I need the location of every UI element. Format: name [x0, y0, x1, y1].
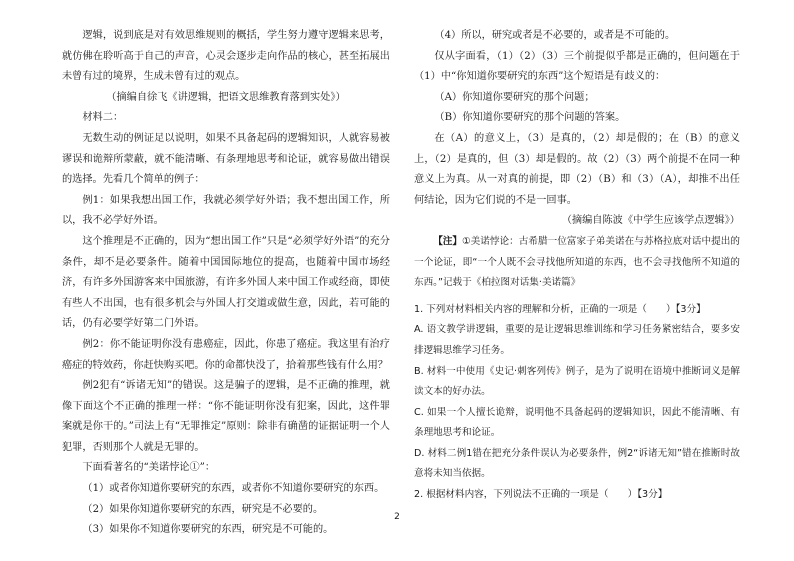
section-heading: 材料二： [82, 112, 124, 124]
option-a: A. 语文教学讲逻辑，重要的是让逻辑思维训练和学习任务紧密结合，要多安排逻辑思维学习任务。 [414, 324, 740, 356]
paragraph: 这个推理是不正确的，因为“想出国工作”只是“必须学好外语”的充分条件，却不是必要条件。随着中国国际地位的提高，也随着中国市场经济，有许多外国游客来中国旅游，有许多外国人来中国工作或经商，即使有些人不出国，也有很多机会与外国人打交道或做生意，因此，若可能的话，仍有必要学好第二门外语。 [62, 235, 390, 330]
paragraph: 逻辑，说到底是对有效思维规则的概括，学生努力遵守逻辑来思考，就仿佛在聆听高于自己的声音，心灵会逐步走向作品的核心，甚至拓展出未曾有过的境界，生成未曾有过的观点。 [62, 30, 390, 83]
paragraph: 下面看著名的“美诺悖论①”： [82, 462, 216, 474]
example-1: 例1：如果我想出国工作，我就必须学好外语；我不想出国工作，所以，我不必学好外语。 [62, 194, 390, 227]
option-d: D. 材料二例1错在把充分条件误认为必要条件，例2“诉诸无知”错在推断时故意将未知当依据。 [414, 447, 740, 480]
source-citation: （摘编自徐飞《讲逻辑，把语文思维教育落到实处》） [106, 91, 346, 103]
paragraph: 无数生动的例证足以说明，如果不具备起码的逻辑知识，人就容易被谬误和诡辩所蒙蔽，就不能清晰、有条理地思考和论证，就容易做出错误的选择。先看几个简单的例子： [62, 132, 390, 186]
left-column [62, 26, 390, 541]
premise-1: （1）或者你知道你要研究的东西，或者你不知道你要研究的东西。 [82, 483, 385, 495]
meaning-a: （A）你知道你要研究的那个问题； [434, 91, 595, 103]
paragraph: 仅从字面看，（1）（2）（3）三个前提似乎都是正确的，但问题在于（1）中“你知道你要研究的东西”这个短语是有歧义的： [414, 50, 740, 83]
footnote-text: ①美诺悖论：古希腊一位富家子弟美诺在与苏格拉底对话中提出的一个论证，即“一个人既不会寻找他所知道的东西，也不会寻找他所不知道的东西。”记载于《柏拉图对话集·美诺篇》 [414, 235, 740, 289]
premise-3: （3）如果你不知道你要研究的东西，研究是不可能的。 [82, 524, 334, 536]
footnote [414, 232, 740, 294]
paragraph: 在（A）的意义上，（3）是真的，（2）却是假的；在（B）的意义上，（2）是真的，但（3）却是假的。故（2）（3）两个前提不在同一种意义上为真。从一对真的前提，即（2）（B）和（3）（A），却推不出任何结论，因为它们说的不是一回事。 [414, 132, 740, 206]
paragraph: 例2犯有“诉诸无知”的错误。这是骗子的逻辑，是不正确的推理，就像下面这个不正确的推理一样：“你不能证明你没有犯案，因此，这件罪案就是你干的。”司法上有“无罪推定”原则：除非有确凿的证据证明一个人犯罪，否则那个人就是无罪的。 [62, 380, 390, 453]
source-citation: （摘编自陈波《中学生应该学点逻辑》） [561, 215, 740, 227]
footnote-tag: 【注】 [433, 235, 463, 247]
premise-2: （2）如果你知道你要研究的东西，研究是不必要的。 [82, 503, 324, 515]
conclusion-4: （4）所以，研究或者是不必要的，或者是不可能的。 [434, 30, 676, 41]
example-2: 例2：你不能证明你没有患癌症，因此，你患了癌症。我这里有治疗癌症的特效药，你赶快购买吧。你的命都快没了，拾着那些钱有什么用？ [62, 338, 390, 371]
right-column [414, 26, 740, 506]
page-number: 2 [394, 512, 400, 522]
option-c: C. 如果一个人擅长诡辩，说明他不具备起码的逻辑知识，因此不能清晰、有条理地思考和论证。 [414, 406, 740, 439]
option-b: B. 材料一中使用《史记·刺客列传》例子，是为了说明在语境中推断词义是解读文本的好办法。 [414, 365, 740, 398]
question-2: 2. 根据材料内容，下列说法不正确的一项是（ ）【3分】 [414, 489, 668, 501]
question-1: 1. 下列对材料相关内容的理解和分析，正确的一项是（ ）【3分】 [414, 303, 706, 315]
meaning-b: （B）你知道你要研究的那个问题的答案。 [434, 112, 626, 124]
